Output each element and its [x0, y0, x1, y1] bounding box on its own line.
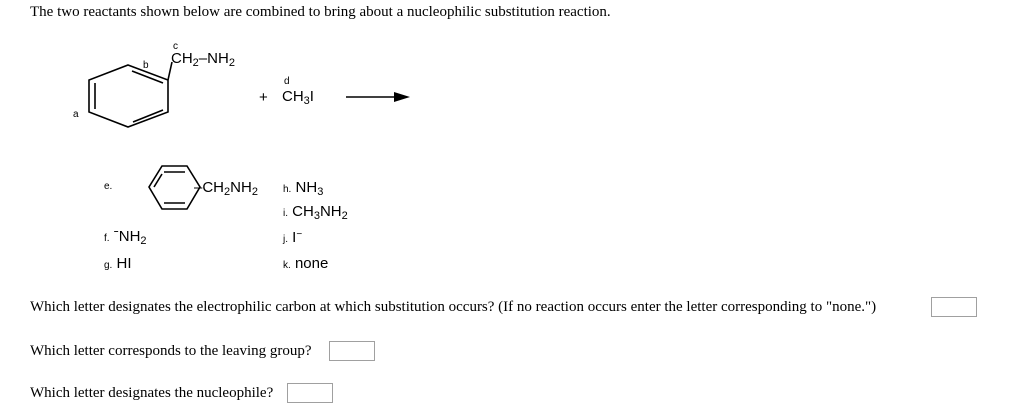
option-g: g. HI	[104, 255, 132, 272]
question-nucleophile: Which letter designates the nucleophile?	[30, 385, 274, 401]
answer-input-leaving-group[interactable]	[329, 341, 375, 361]
option-f: f. ˉNH$_2$	[104, 228, 147, 247]
option-e-formula: $-CH_2NH_2$	[194, 179, 258, 198]
atom-label-d: d	[284, 76, 290, 87]
reactant-methyl-iodide: $CH_3I$	[282, 88, 314, 107]
atom-label-c: c	[173, 41, 178, 52]
question-leaving-group: Which letter corresponds to the leaving group?	[30, 343, 312, 359]
option-k: k. none	[283, 255, 329, 272]
intro-text: The two reactants shown below are combined to bring about a nucleophilic substitution reaction.	[30, 4, 611, 20]
option-e-letter: e.	[104, 181, 113, 192]
plus-sign: +	[259, 89, 268, 106]
benzene-ring-reactant	[89, 62, 172, 127]
benzene-ring-option-e	[149, 166, 200, 209]
option-h: h. $NH_3$	[283, 179, 324, 198]
reactant-amine-group: $CH_2-NH_2$	[171, 50, 235, 69]
atom-label-b: b	[143, 60, 149, 71]
answer-input-electrophilic-carbon[interactable]	[931, 297, 977, 317]
answer-input-nucleophile[interactable]	[287, 383, 333, 403]
atom-label-a: a	[73, 109, 79, 120]
reaction-arrow	[346, 92, 410, 102]
option-i: i. $CH_3NH_2$	[283, 203, 348, 222]
option-j: j. I−	[283, 229, 303, 246]
question-electrophilic-carbon: Which letter designates the electrophilic carbon at which substitution occurs? (If no reaction occurs enter the letter corresponding to "none.")	[30, 299, 877, 315]
